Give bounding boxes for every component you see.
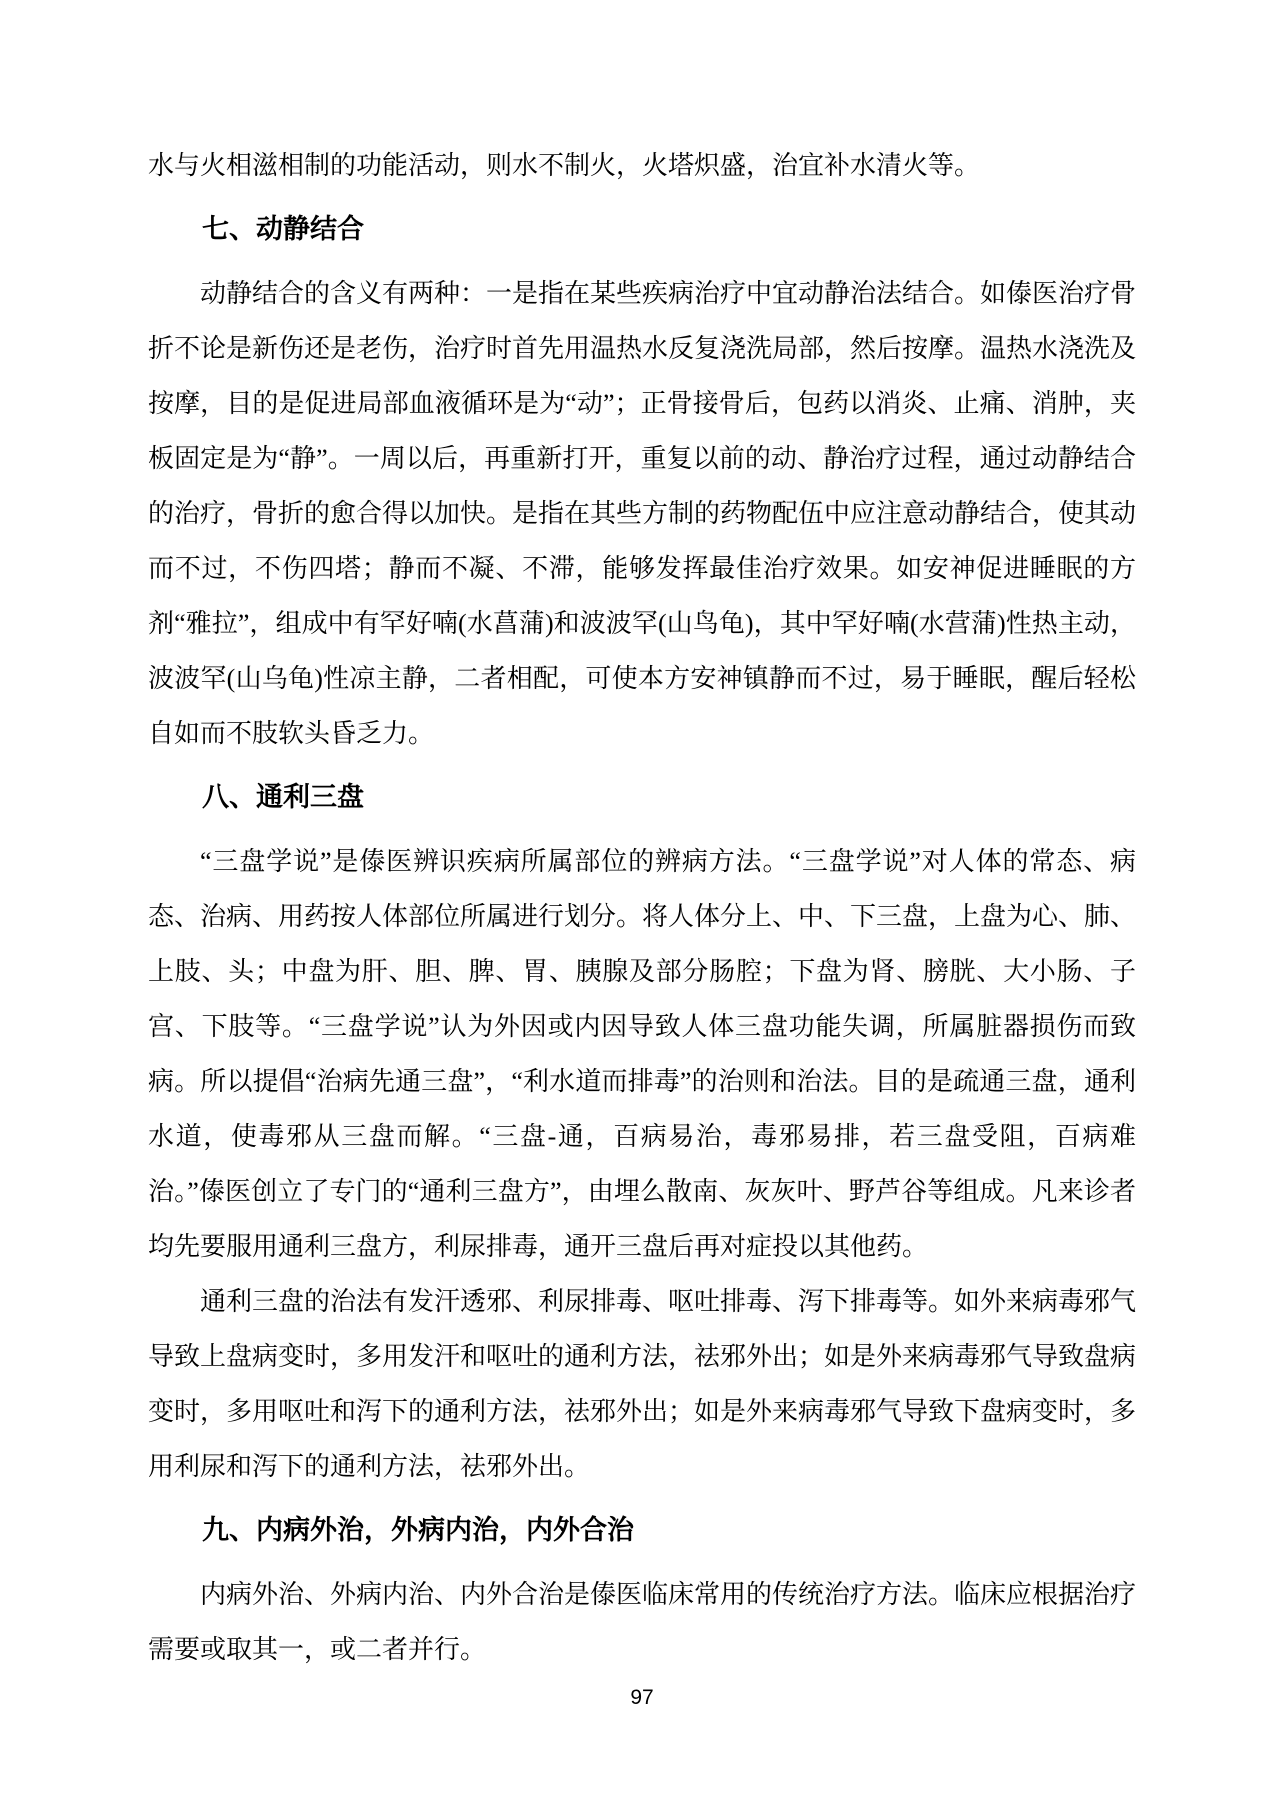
page-number: 97: [630, 1686, 654, 1709]
sections-container: [148, 202, 1136, 1677]
body-paragraph: 动静结合的含义有两种：一是指在某些疾病治疗中宜动静治法结合。如傣医治疗骨折不论是新伤还是老伤，治疗时首先用温热水反复浇洗局部，然后按摩。温热水浇洗及按摩，目的是促进局部血液循环是为“动”；正骨接骨后，包药以消炎、止痛、消肿，夹板固定是为“静”。一周以后，再重新打开，重复以前的动、静治疗过程，通过动静结合的治疗，骨折的愈合得以加快。是指在其些方制的药物配伍中应注意动静结合，使其动而不过，不伤四塔；静而不凝、不滞，能够发挥最佳治疗效果。如安神促进睡眠的方剂“雅拉”，组成中有罕好喃(水菖蒲)和波波罕(山鸟龟)，其中罕好喃(水营蒲)性热主动，波波罕(山乌龟)性凉主静，二者相配，可使本方安神镇静而不过，易于睡眠，醒后轻松自如而不肢软头昏乏力。: [148, 279, 1137, 748]
section-heading: 九、内病外治，外病内治，内外合治: [202, 1515, 634, 1545]
section-heading: 八、通利三盘: [202, 782, 364, 812]
body-paragraph: 内病外治、外病内治、内外合治是傣医临床常用的传统治疗方法。临床应根据治疗需要或取其一，或二者并行。: [148, 1580, 1137, 1664]
page-content: [148, 138, 1136, 1677]
body-paragraph: 通利三盘的治法有发汗透邪、利尿排毒、呕吐排毒、泻下排毒等。如外来病毒邪气导致上盘病变时，多用发汗和呕吐的通利方法，祛邪外出；如是外来病毒邪气导致盘病变时，多用呕吐和泻下的通利方法，祛邪外出；如是外来病毒邪气导致下盘病变时，多用利尿和泻下的通利方法，祛邪外出。: [148, 1287, 1137, 1481]
paragraph-continuation: 水与火相滋相制的功能活动，则水不制火，火塔炽盛，治宜补水清火等。: [148, 151, 981, 180]
body-paragraph: “三盘学说”是傣医辨识疾病所属部位的辨病方法。“三盘学说”对人体的常态、病态、治病、用药按人体部位所属进行划分。将人体分上、中、下三盘，上盘为心、肺、上肢、头；中盘为肝、胆、脾、胃、胰腺及部分肠腔；下盘为肾、膀胱、大小肠、子宫、下肢等。“三盘学说”认为外因或内因导致人体三盘功能失调，所属脏器损伤而致病。所以提倡“治病先通三盘”，“利水道而排毒”的治则和治法。目的是疏通三盘，通利水道，使毒邪从三盘而解。“三盘-通，百病易治，毒邪易排，若三盘受阻，百病难治。”傣医创立了专门的“通利三盘方”，由埋么散南、灰灰叶、野芦谷等组成。凡来诊者均先要服用通利三盘方，利尿排毒，通开三盘后再对症投以其他药。: [148, 847, 1137, 1261]
section-heading: 七、动静结合: [202, 214, 364, 244]
